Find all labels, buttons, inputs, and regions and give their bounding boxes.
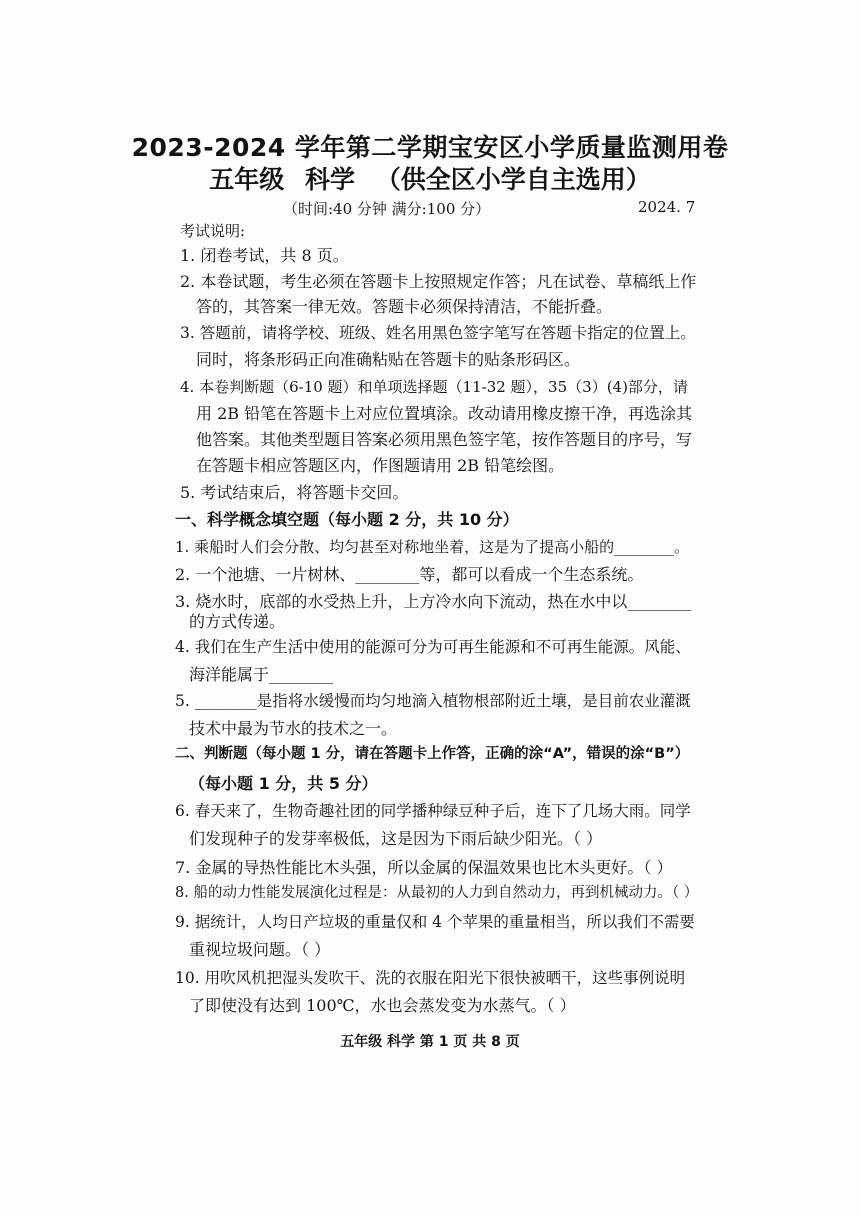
instruction-line: 在答题卡相应答题区内，作图题请用 2B 铅笔绘图。 (196, 456, 565, 475)
instructions-heading: 考试说明: (180, 222, 246, 240)
scope-note: （供全区小学自主选用） (375, 165, 651, 194)
question-line: 6. 春天来了，生物奇趣社团的同学播种绿豆种子后，连下了几场大雨。同学 (175, 802, 691, 820)
question-line: 9. 据统计，人均日产垃圾的重量仅和 4 个苹果的重量相当，所以我们不需要 (175, 913, 695, 931)
question-line: 1. 乘船时人们会分散、均匀甚至对称地坐着，这是为了提高小船的________。 (175, 538, 690, 556)
question-line: 重视垃圾问题。（ ） (189, 940, 331, 959)
section2-heading: 二、判断题（每小题 1 分，请在答题卡上作答，正确的涂“A”，错误的涂“B”） (175, 746, 690, 762)
question-line: 5. ________是指将水缓慢而均匀地滴入植物根部附近土壤，是目前农业灌溉 (175, 692, 691, 710)
question-line: 海洋能属于________ (189, 665, 334, 684)
time-score-info: （时间:40 分钟 满分:100 分） (283, 200, 491, 218)
question-line: 2. 一个池塘、一片树林、________等，都可以看成一个生态系统。 (175, 565, 644, 584)
instruction-line: 3. 答题前，请将学校、班级、姓名用黑色签字笔写在答题卡指定的位置上。 (180, 324, 696, 342)
subject-label: 科学 (304, 165, 355, 194)
instruction-line: 同时，将条形码正向准确粘贴在答题卡的贴条形码区。 (196, 350, 581, 369)
question-line: 们发现种子的发芽率极低，这是因为下雨后缺少阳光。（ ） (189, 829, 603, 848)
section1-heading: 一、科学概念填空题（每小题 2 分，共 10 分） (175, 510, 519, 529)
question-line: 10. 用吹风机把湿头发吹干、洗的衣服在阳光下很快被晒干，这些事例说明 (175, 969, 686, 987)
question-line: 的方式传递。 (189, 612, 286, 631)
question-line: 4. 我们在生产生活中使用的能源可分为可再生能源和不可再生能源。风能、 (175, 638, 691, 656)
exam-subtitle (0, 160, 860, 196)
question-line: 了即使没有达到 100℃，水也会蒸发变为水蒸气。（ ） (189, 996, 576, 1015)
section2-subheading: （每小题 1 分，共 5 分） (189, 774, 378, 793)
exam-title: 2023-2024 学年第二学期宝安区小学质量监测用卷 (131, 133, 729, 162)
instruction-line: 1. 闭卷考试，共 8 页。 (180, 246, 349, 265)
page-footer: 五年级 科学 第 1 页 共 8 页 (340, 1034, 520, 1050)
instruction-line: 他答案。其他类型题目答案必须用黑色签字笔，按作答题目的序号，写 (196, 430, 693, 449)
question-line: 3. 烧水时，底部的水受热上升，上方冷水向下流动，热在水中以________ (175, 592, 692, 611)
instruction-line: 4. 本卷判断题（6-10 题）和单项选择题（11-32 题），35（3）(4)部分，请 (180, 378, 688, 396)
instruction-line: 5. 考试结束后，将答题卡交回。 (180, 483, 409, 502)
question-line: 7. 金属的导热性能比木头强，所以金属的保温效果也比木头更好。（ ） (175, 858, 673, 877)
question-line: 8. 船的动力性能发展演化过程是：从最初的人力到自然动力，再到机械动力。（ ） (175, 885, 699, 901)
question-line: 技术中最为节水的技术之一。 (189, 719, 398, 738)
exam-date: 2024. 7 (638, 198, 696, 216)
grade-label: 五年级 (209, 165, 285, 194)
instruction-line: 2. 本卷试题，考生必须在答题卡上按照规定作答；凡在试卷、草稿纸上作 (180, 272, 697, 291)
instruction-line: 用 2B 铅笔在答题卡上对应位置填涂。改动请用橡皮擦干净，再选涂其 (196, 404, 693, 423)
instruction-line: 答的，其答案一律无效。答题卡必须保持清洁，不能折叠。 (196, 297, 613, 316)
